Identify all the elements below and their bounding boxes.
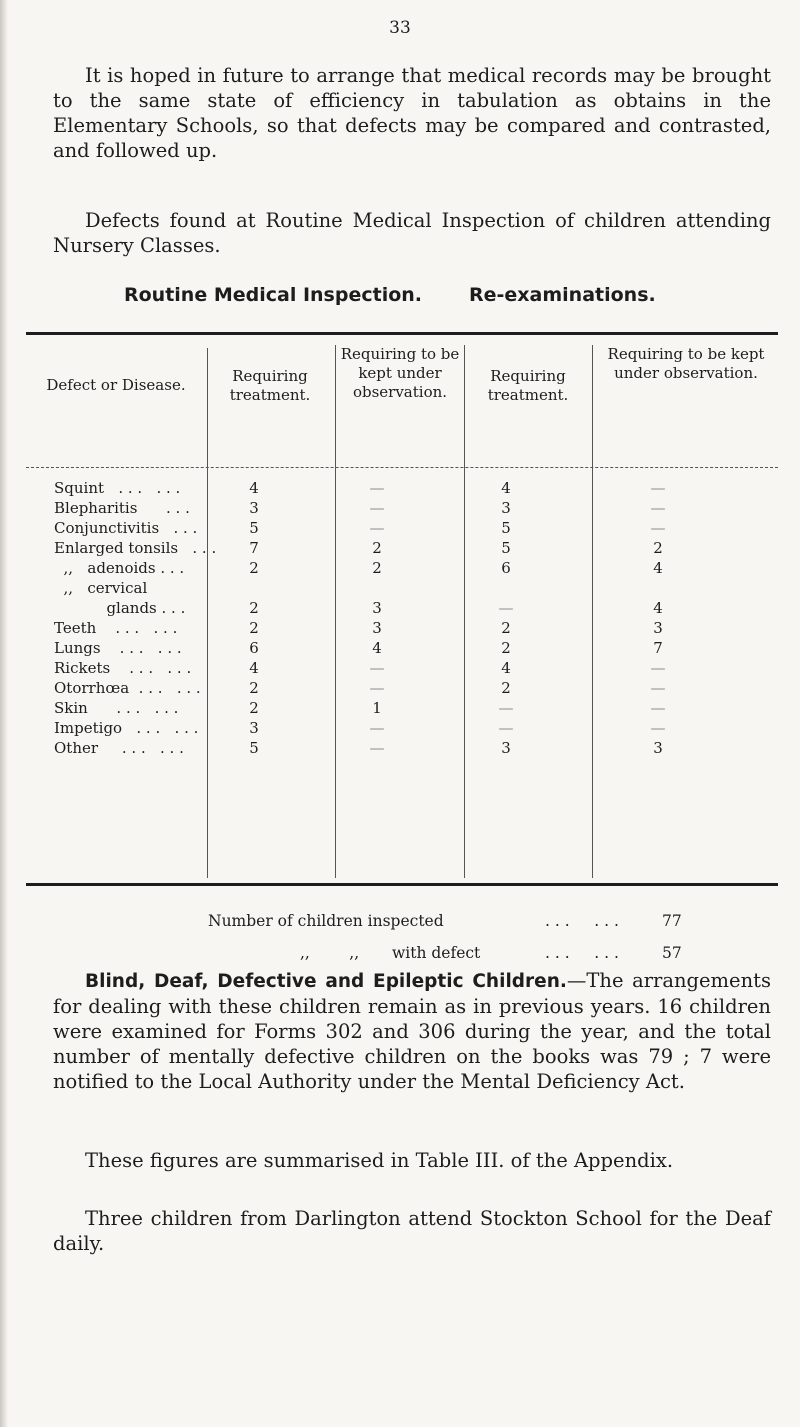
- cell-routine-observation: —: [369, 499, 385, 517]
- cell-routine-treatment: 6: [249, 639, 259, 657]
- header-reexam-observation: Requiring to be kept under observation.: [607, 345, 765, 382]
- cell-reexam-observation: —: [650, 679, 666, 697]
- cell-reexam-observation: —: [650, 499, 666, 517]
- row-label: Teeth . . . . . .: [54, 619, 178, 637]
- inspected-value: 77: [662, 912, 682, 930]
- row-label: Lungs . . . . . .: [54, 639, 182, 657]
- cell-reexam-treatment: —: [498, 599, 514, 617]
- table-header-rule: [26, 467, 778, 468]
- defect-ditto-marks: ,, ,,: [300, 944, 360, 962]
- row-label: Conjunctivitis . . .: [54, 519, 198, 537]
- defect-leader-dots: . . . . . .: [545, 944, 619, 962]
- cell-reexam-treatment: 2: [501, 619, 511, 637]
- table-row: [26, 699, 778, 719]
- inspected-leader-dots: . . . . . .: [545, 912, 619, 930]
- table-row: [26, 639, 778, 659]
- cell-routine-treatment: 2: [249, 679, 259, 697]
- cell-reexam-observation: —: [650, 719, 666, 737]
- header-routine-observation: Requiring to be kept under observation.: [340, 345, 460, 401]
- nursery-defects-paragraph: Defects found at Routine Medical Inspection of children attending Nursery Classes.: [53, 209, 771, 257]
- table-row: [26, 479, 778, 499]
- table-row: [26, 539, 778, 559]
- table-row: [26, 619, 778, 639]
- cell-routine-observation: 2: [372, 559, 382, 577]
- darlington-paragraph: Three children from Darlington attend Stockton School for the Deaf daily.: [53, 1207, 771, 1255]
- table-row: [26, 579, 778, 599]
- routine-inspection-heading: Routine Medical Inspection.: [124, 284, 422, 306]
- cell-routine-treatment: 5: [249, 519, 259, 537]
- table-top-rule: [26, 332, 778, 335]
- cell-routine-treatment: 3: [249, 499, 259, 517]
- blind-deaf-paragraph: [53, 968, 771, 1094]
- row-label: glands . . .: [54, 599, 186, 617]
- intro-paragraph: It is hoped in future to arrange that medical records may be brought to the same state of efficiency in tabulation as obtains in the Elementary Schools, so that defects may be compared and contrasted, and followed up.: [53, 64, 771, 162]
- cell-routine-observation: 3: [372, 619, 382, 637]
- row-label: Other . . . . . .: [54, 739, 184, 757]
- row-label: Squint . . . . . .: [54, 479, 181, 497]
- row-label: Enlarged tonsils . . .: [54, 539, 217, 557]
- cell-reexam-observation: 3: [653, 619, 663, 637]
- cell-reexam-observation: —: [650, 699, 666, 717]
- cell-reexam-observation: —: [650, 479, 666, 497]
- cell-routine-observation: 1: [372, 699, 382, 717]
- cell-reexam-observation: 2: [653, 539, 663, 557]
- table-reference-paragraph: These figures are summarised in Table III. of the Appendix.: [85, 1149, 674, 1172]
- cell-reexam-treatment: 5: [501, 539, 511, 557]
- cell-routine-observation: —: [369, 519, 385, 537]
- cell-routine-observation: —: [369, 479, 385, 497]
- row-label: Otorrhœa . . . . . .: [54, 679, 201, 697]
- blind-deaf-heading: Blind, Deaf, Defective and Epileptic Children.: [85, 971, 567, 992]
- table-row: [26, 659, 778, 679]
- cell-routine-treatment: 5: [249, 739, 259, 757]
- cell-routine-treatment: 2: [249, 699, 259, 717]
- table-bottom-rule: [26, 883, 778, 886]
- cell-routine-observation: —: [369, 659, 385, 677]
- cell-reexam-treatment: 6: [501, 559, 511, 577]
- cell-reexam-treatment: —: [498, 719, 514, 737]
- cell-reexam-observation: —: [650, 519, 666, 537]
- cell-reexam-observation: —: [650, 659, 666, 677]
- header-reexam-treatment: Requiring treatment.: [487, 367, 569, 404]
- table-row: [26, 599, 778, 619]
- table-row: [26, 559, 778, 579]
- header-defect: Defect or Disease.: [46, 376, 186, 394]
- cell-routine-treatment: 2: [249, 619, 259, 637]
- row-label: Blepharitis . . .: [54, 499, 190, 517]
- table-row: [26, 739, 778, 759]
- cell-reexam-treatment: 3: [501, 499, 511, 517]
- header-routine-treatment: Requiring treatment.: [229, 367, 311, 404]
- cell-routine-observation: 4: [372, 639, 382, 657]
- blind-deaf-text: —The arrangements for dealing with these children remain as in previous years. 16 children were examined for Forms 302 and 306 during the year, and the total number of mentally defective children on the books was 79 ; 7 were notified to the Local Authority under the Mental Deficiency Act.: [53, 969, 771, 1093]
- cell-routine-observation: —: [369, 679, 385, 697]
- cell-reexam-treatment: 4: [501, 479, 511, 497]
- table-row: [26, 499, 778, 519]
- cell-routine-treatment: 7: [249, 539, 259, 557]
- row-label: Rickets . . . . . .: [54, 659, 192, 677]
- cell-reexam-treatment: 5: [501, 519, 511, 537]
- cell-routine-observation: 3: [372, 599, 382, 617]
- cell-routine-observation: 2: [372, 539, 382, 557]
- cell-routine-observation: —: [369, 719, 385, 737]
- defect-label: with defect: [392, 944, 481, 962]
- row-label: ,, adenoids . . .: [54, 559, 185, 577]
- row-label: Skin . . . . . .: [54, 699, 179, 717]
- table-row: [26, 519, 778, 539]
- cell-reexam-observation: 7: [653, 639, 663, 657]
- cell-routine-treatment: 4: [249, 479, 259, 497]
- cell-routine-observation: —: [369, 739, 385, 757]
- cell-routine-treatment: 4: [249, 659, 259, 677]
- cell-reexam-observation: 4: [653, 559, 663, 577]
- inspected-label: Number of children inspected: [208, 912, 444, 930]
- cell-reexam-treatment: 2: [501, 679, 511, 697]
- cell-reexam-observation: 3: [653, 739, 663, 757]
- table-row: [26, 719, 778, 739]
- cell-reexam-treatment: 3: [501, 739, 511, 757]
- cell-routine-treatment: 2: [249, 599, 259, 617]
- page-number: 33: [389, 18, 411, 38]
- row-label: Impetigo . . . . . .: [54, 719, 199, 737]
- reexaminations-heading: Re-examinations.: [469, 284, 656, 306]
- cell-reexam-treatment: —: [498, 699, 514, 717]
- cell-reexam-treatment: 2: [501, 639, 511, 657]
- defect-value: 57: [662, 944, 682, 962]
- table-row: [26, 679, 778, 699]
- cell-reexam-observation: 4: [653, 599, 663, 617]
- cell-reexam-treatment: 4: [501, 659, 511, 677]
- cell-routine-treatment: 3: [249, 719, 259, 737]
- page-edge-shadow: [0, 0, 8, 1427]
- cell-routine-treatment: 2: [249, 559, 259, 577]
- row-label: ,, cervical: [54, 579, 148, 597]
